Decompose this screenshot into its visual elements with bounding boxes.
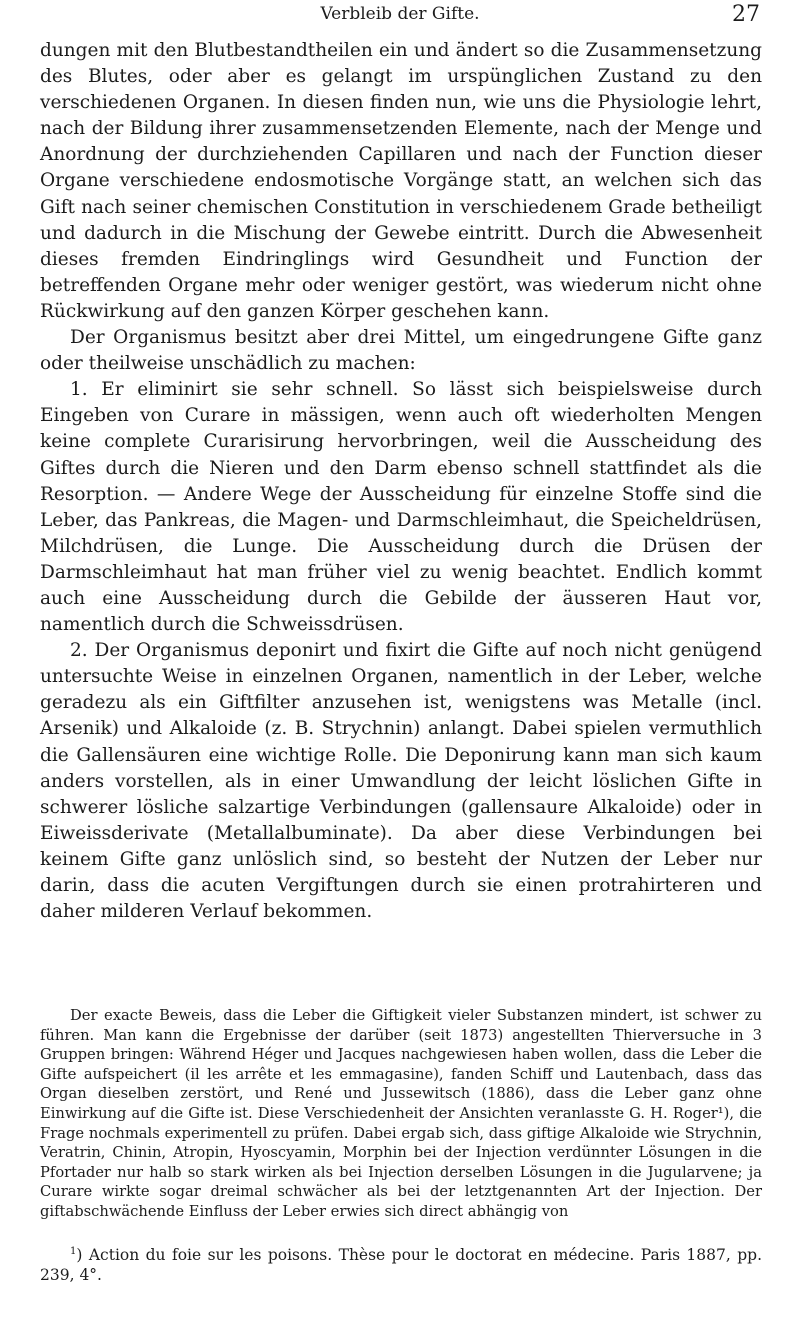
paragraph-elimination: 1. Er eliminirt sie sehr schnell. So lässt sich beispielsweise durch Eingeben von Curare in mässigen, wenn auch oft wiederholten Mengen keine complete Curarisirung hervorbringen, weil die Ausscheidung des Giftes durch die Nieren und den Darm ebenso schnell stattfindet als die Resorption. — Andere Wege der Ausscheidung für einzelne Stoffe sind die Leber, das Pankreas, die Magen- und Darmschleimhaut, die Speicheldrüsen, Milchdrüsen, die Lunge. Die Ausscheidung durch die Drüsen der Darmschleimhaut hat man früher viel zu wenig beachtet. Endlich kommt auch eine Ausscheidung durch die Gebilde der äusseren Haut vor, namentlich durch die Schweissdrüsen. [40, 379, 762, 636]
running-title: Verbleib der Gifte. [320, 4, 480, 24]
running-header [40, 4, 760, 30]
main-text [40, 38, 762, 925]
paragraph-three-means: Der Organismus besitzt aber drei Mittel, um eingedrungene Gifte ganz oder theilweise unschädlich zu machen: [40, 327, 762, 375]
footnote-body: ) Action du foie sur les poisons. Thèse pour le doctorat en médecine. Paris 1887, pp. 239, 4°. [40, 1246, 762, 1285]
paragraph-liver-evidence: Der exacte Beweis, dass die Leber die Giftigkeit vieler Substanzen mindert, ist schwer zu führen. Man kann die Ergebnisse der darüber (seit 1873) angestellten Thierversuche in 3 Gruppen bringen: Während Héger und Jacques nachgewiesen haben wollen, dass die Leber die Gifte aufspeichert (il les arrête et les emmagasine), fanden Schiff und Lautenbach, dass das Organ dieselben zerstört, und René und Jussewitsch (1886), dass die Leber ganz ohne Einwirkung auf die Gifte ist. Diese Verschiedenheit der Ansichten veranlasste G. H. Roger¹), die Frage nochmals experimentell zu prüfen. Dabei ergab sich, dass giftige Alkaloide wie Strychnin, Veratrin, Chinin, Atropin, Hyoscyamin, Morphin bei der Injection verdünnter Lösungen in die Pfortader nur halb so stark wirken als bei Injection derselben Lösungen in die Jugularvene; ja Curare wirkte sogar dreimal schwächer als bei der letztgenannten Art der Injection. Der giftabschwächende Einfluss der Leber erwies sich direct abhängig von [40, 1007, 762, 1220]
footnote-marker: 1 [70, 1246, 77, 1257]
footnote [40, 1242, 762, 1285]
paragraph-deposition: 2. Der Organismus deponirt und fixirt die Gifte auf noch nicht genügend untersuchte Weise in einzelnen Organen, namentlich in der Leber, welche geradezu als ein Giftfilter anzusehen ist, wenigstens was Metalle (incl. Arsenik) und Alkaloide (z. B. Strychnin) anlangt. Dabei spielen vermuthlich die Gallensäuren eine wichtige Rolle. Die Deponirung kann man sich kaum anders vorstellen, als in einer Umwandlung der leicht löslichen Gifte in schwerer lösliche salzartige Verbindungen (gallensaure Alkaloide) oder in Eiweissderivate (Metallalbuminate). Da aber diese Verbindungen bei keinem Gifte ganz unlöslich sind, so besteht der Nutzen der Leber nur darin, dass die acuten Vergiftungen durch sie einen protrahirteren und daher milderen Verlauf bekommen. [40, 640, 762, 923]
footnote-text [40, 1242, 762, 1285]
small-print-section [40, 1006, 762, 1222]
page-number: 27 [732, 2, 760, 27]
paragraph-continuation: dungen mit den Blutbestandtheilen ein und ändert so die Zusammensetzung des Blutes, oder aber es gelangt im urspünglichen Zustand zu den verschiedenen Organen. In diesen finden nun, wie uns die Physiologie lehrt, nach der Bildung ihrer zusammensetzenden Elemente, nach der Menge und Anordnung der durchziehenden Capillaren und nach der Function dieser Organe verschiedene endosmotische Vorgänge statt, an welchen sich das Gift nach seiner chemischen Constitution in verschiedenem Grade betheiligt und dadurch in die Mischung der Gewebe eintritt. Durch die Abwesenheit dieses fremden Eindringlings wird Gesundheit und Function der betreffenden Organe mehr oder weniger gestört, was wiederum nicht ohne Rückwirkung auf den ganzen Körper geschehen kann. [40, 40, 762, 322]
